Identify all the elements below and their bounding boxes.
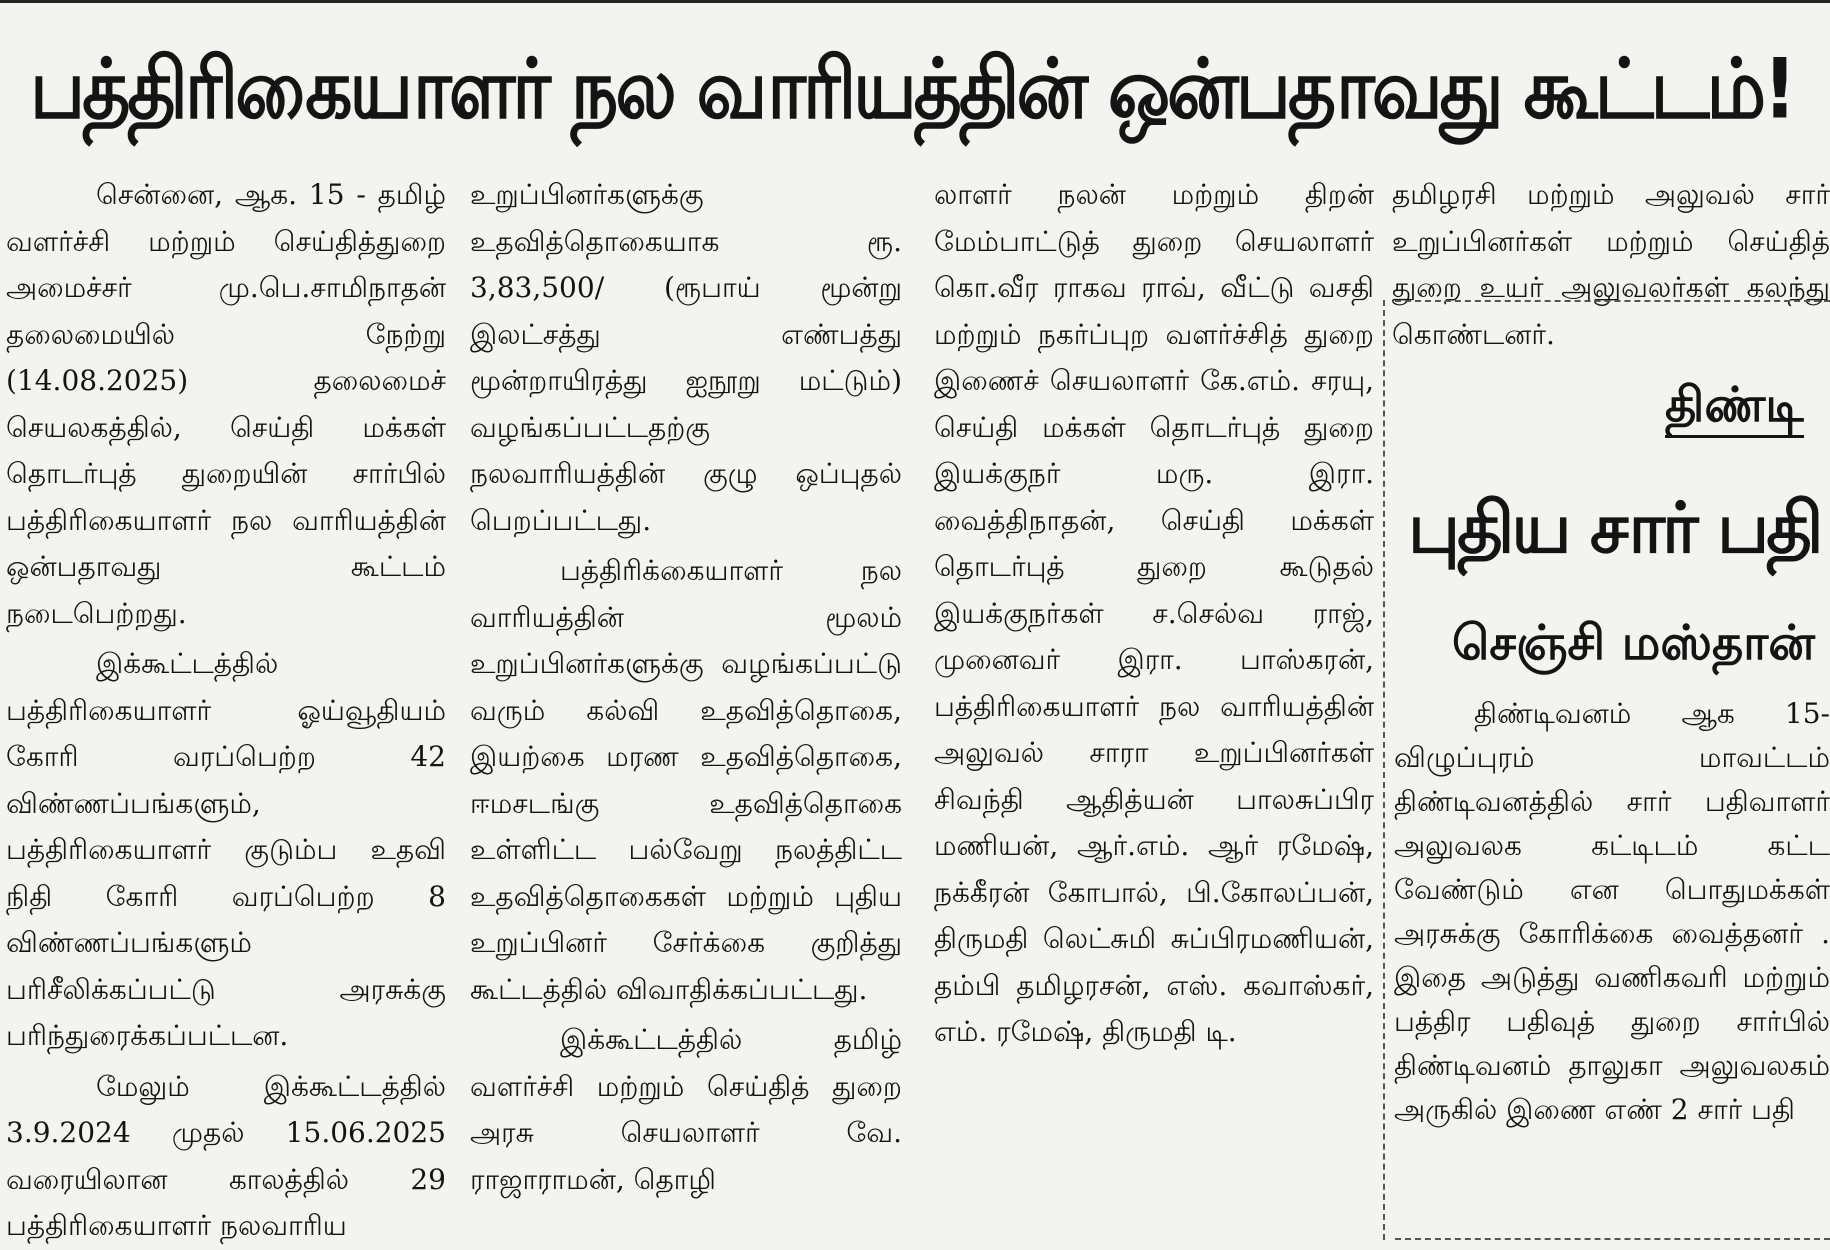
side-article-subhead: செஞ்சி மஸ்தான் bbox=[1452, 615, 1815, 671]
article-paragraph: உறுப்பினர்களுக்கு உதவித்தொகையாக ரூ. 3,83,500/ (ரூபாய் மூன்று இலட்சத்து எண்பத்து மூன்றாயிரத்து ஐநூறு மட்டும்) வழங்கப்பட்டதற்கு நலவாரியத்தின் குழு ஒப்புதல் பெறப்பட்டது. bbox=[470, 178, 902, 537]
article-column-2 bbox=[470, 172, 902, 1232]
article-paragraph: இக்கூட்டத்தில் பத்திரிகையாளர் ஓய்வூதியம் கோரி வரப்பெற்ற 42 விண்ணப்பங்களும், பத்திரிகையாளர் குடும்ப உதவி நிதி கோரி வரப்பெற்ற 8 விண்ணப்பங்களும் பரிசீலிக்கப்பட்டு அரசுக்கு பரிந்துரைக்கப்பட்டன. bbox=[6, 647, 446, 1052]
article-paragraph: மேலும் இக்கூட்டத்தில் 3.9.2024 முதல் 15.06.2025 வரையிலான காலத்தில் 29 பத்திரிகையாளர் நலவாரிய bbox=[6, 1069, 446, 1242]
article-paragraph: தமிழரசி மற்றும் அலுவல் சார் உறுப்பினர்கள் மற்றும் செய்தித் துறை உயர் அலுவலர்கள் கலந்து கொண்டனர். bbox=[1392, 178, 1830, 351]
article-column-1 bbox=[6, 172, 446, 1242]
article-paragraph: சென்னை, ஆக. 15 - தமிழ் வளர்ச்சி மற்றும் செய்தித்துறை அமைச்சர் மு.பெ.சாமிநாதன் தலைமையில் நேற்று (14.08.2025) தலைமைச் செயலகத்தில், செய்தி மக்கள் தொடர்புத் துறையின் சார்பில் பத்திரிகையாளர் நல வாரியத்தின் ஒன்பதாவது கூட்டம் நடைபெற்றது. bbox=[6, 178, 446, 630]
side-article-headline: புதிய சார் பதி bbox=[1408, 487, 1821, 569]
article-paragraph: பத்திரிக்கையாளர் நல வாரியத்தின் மூலம் உறுப்பினர்களுக்கு வழங்கப்பட்டு வரும் கல்வி உதவித்தொகை, இயற்கை மரண உதவித்தொகை, ஈமசடங்கு உதவித்தொகை உள்ளிட்ட பல்வேறு நலத்திட்ட உதவித்தொகைகள் மற்றும் புதிய உறுப்பினர் சேர்க்கை குறித்து கூட்டத்தில் விவாதிக்கப்பட்டது. bbox=[470, 554, 902, 1006]
top-border-rule bbox=[0, 0, 1830, 3]
article-paragraph: இக்கூட்டத்தில் தமிழ் வளர்ச்சி மற்றும் செய்தித் துறை அரசு செயலாளர் வே. ராஜாராமன், தொழி bbox=[470, 1023, 902, 1196]
side-article-kicker: திண்டி bbox=[1665, 375, 1804, 438]
side-article-body bbox=[1394, 692, 1830, 1182]
side-article-paragraph: திண்டிவனம் ஆக 15- விழுப்புரம் மாவட்டம் திண்டிவனத்தில் சார் பதிவாளர் அலுவலக கட்டிடம் கட்ட வேண்டும் என பொதுமக்கள் அரசுக்கு கோரிக்கை வைத்தனர் . இதை அடுத்து வணிகவரி மற்றும் பத்திர பதிவுத் துறை சார்பில் திண்டிவனம் தாலுகா அலுவலகம் அருகில் இணை எண் 2 சார் பதி bbox=[1394, 697, 1830, 1126]
article-column-3 bbox=[934, 172, 1374, 1232]
side-article-bottom-rule bbox=[1395, 1238, 1830, 1240]
article-paragraph: லாளர் நலன் மற்றும் திறன் மேம்பாட்டுத் துறை செயலாளர் கொ.வீர ராகவ ராவ், வீட்டு வசதி மற்றும் நகர்ப்புற வளர்ச்சித் துறை இணைச் செயலாளர் கே.எம். சரயு, செய்தி மக்கள் தொடர்புத் துறை இயக்குநர் மரு. இரா. வைத்திநாதன், செய்தி மக்கள் தொடர்புத் துறை கூடுதல் இயக்குநர்கள் ச.செல்வ ராஜ், முனைவர் இரா. பாஸ்கரன், பத்திரிகையாளர் நல வாரியத்தின் அலுவல் சாரா உறுப்பினர்கள் சிவந்தி ஆதித்யன் பாலசுப்பிர மணியன், ஆர்.எம். ஆர் ரமேஷ், நக்கீரன் கோபால், பி.கோலப்பன், திருமதி லெட்சுமி சுப்பிரமணியன், தம்பி தமிழரசன், எஸ். கவாஸ்கர், எம். ரமேஷ், திருமதி டி. bbox=[934, 178, 1374, 1048]
side-column-divider bbox=[1383, 300, 1385, 1240]
side-article-top-rule bbox=[1395, 300, 1830, 302]
headline: பத்திரிகையாளர் நல வாரியத்தின் ஒன்பதாவது கூட்டம்! bbox=[30, 41, 1794, 138]
